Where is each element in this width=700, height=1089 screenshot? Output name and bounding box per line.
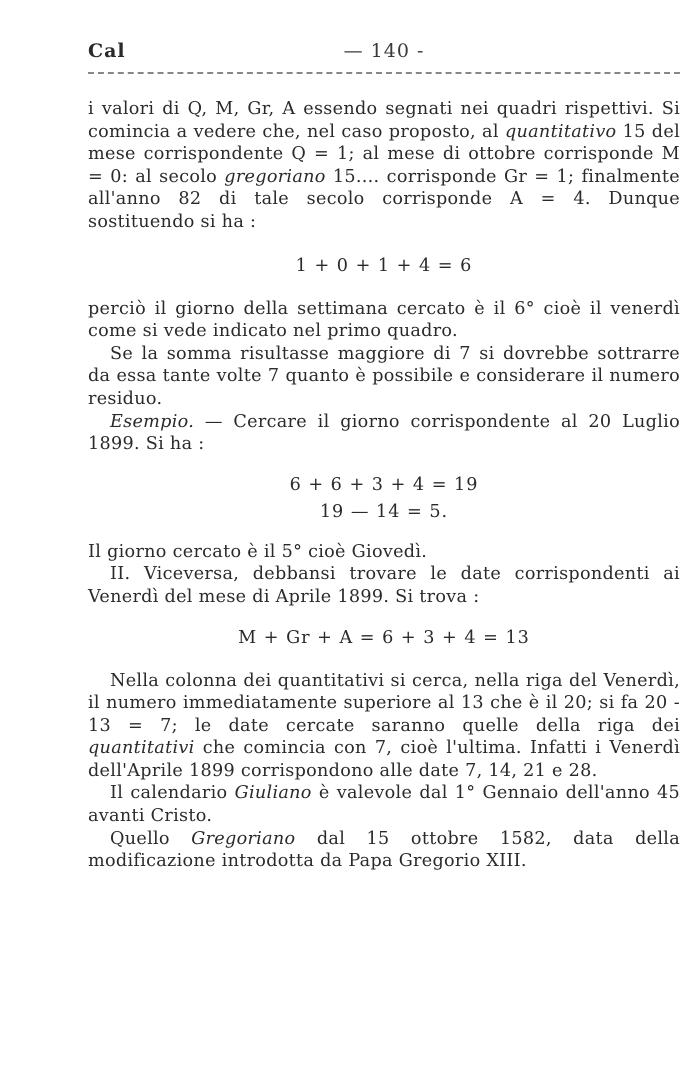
running-title: Cal bbox=[88, 40, 126, 62]
paragraph-7-text-b: che comincia con 7, cioè l'ultima. Infatti i Venerdì dell'Aprile 1899 corrispondono alle date 7, 14, 21 e 28. bbox=[88, 738, 680, 781]
paragraph-1-emphasis-gregoriano: gregoriano bbox=[224, 166, 326, 187]
paragraph-9-text-a: Quello bbox=[110, 828, 192, 849]
paragraph-4-text: — Cercare il giorno corrispondente al 20 Luglio 1899. Si ha : bbox=[88, 411, 680, 455]
paragraph-1 bbox=[88, 98, 680, 234]
paragraph-1-text-a: i valori di Q, M, Gr, A essendo segnati nei quadri rispettivi. Si comincia a vedere che, nel caso proposto, al bbox=[88, 99, 680, 142]
formula-1: 1 + 0 + 1 + 4 = 6 bbox=[295, 255, 473, 276]
formula-3: 19 — 14 = 5. bbox=[319, 501, 449, 522]
formula-2: 6 + 6 + 3 + 4 = 19 bbox=[289, 474, 479, 495]
formula-4: M + Gr + A = 6 + 3 + 4 = 13 bbox=[238, 627, 530, 648]
esempio-label: Esempio. bbox=[110, 411, 195, 432]
paragraph-1-text-b: 15 del mese corrispondente Q = 1; al mese di ottobre corrisponde M = 0: al secolo bbox=[88, 121, 680, 187]
paragraph-6: II. Viceversa, debbansi trovare le date corrispondenti ai Venerdì del mese di Aprile 1899. Si trova : bbox=[88, 564, 680, 607]
page-number: — 140 - bbox=[343, 40, 425, 62]
paragraph-7-emphasis-quantitativi: quantitativi bbox=[88, 738, 195, 759]
paragraph-8 bbox=[88, 782, 680, 827]
paragraph-8-text-a: Il calendario bbox=[110, 783, 235, 804]
paragraph-1-text-c: 15.... corrisponde Gr = 1; finalmente all'anno 82 di tale secolo corrisponde A = 4. Dunque sostituendo si ha : bbox=[88, 166, 680, 232]
page bbox=[88, 40, 680, 873]
paragraph-3: Se la somma risultasse maggiore di 7 si dovrebbe sottrarre da essa tante volte 7 quanto è possibile e considerare il numero residuo. bbox=[88, 343, 680, 409]
paragraph-7 bbox=[88, 670, 680, 783]
paragraph-8-emphasis-giuliano: Giuliano bbox=[234, 783, 312, 804]
header-rule bbox=[88, 72, 680, 74]
paragraph-8-text-b: è valevole dal 1° Gennaio dell'anno 45 avanti Cristo. bbox=[88, 783, 680, 827]
paragraph-9-text-b: dal 15 ottobre 1582, data della modificazione introdotta da Papa Gregorio XIII. bbox=[88, 828, 680, 872]
paragraph-9 bbox=[88, 828, 680, 873]
paragraph-5: Il giorno cercato è il 5° cioè Giovedì. bbox=[88, 541, 428, 562]
paragraph-2: perciò il giorno della settimana cercato è il 6° cioè il venerdì come si vede indicato nel primo quadro. bbox=[88, 298, 680, 342]
paragraph-4 bbox=[88, 411, 680, 456]
paragraph-1-emphasis-quantitativo: quantitativo bbox=[504, 121, 617, 142]
paragraph-9-emphasis-gregoriano: Gregoriano bbox=[191, 828, 296, 849]
running-head bbox=[88, 40, 680, 70]
paragraph-7-text-a: Nella colonna dei quantitativi si cerca, nella riga del Venerdì, il numero immediatamente superiore al 13 che è il 20; si fa 20 - 13 = 7; le date cercate saranno quelle della riga dei bbox=[88, 670, 680, 736]
